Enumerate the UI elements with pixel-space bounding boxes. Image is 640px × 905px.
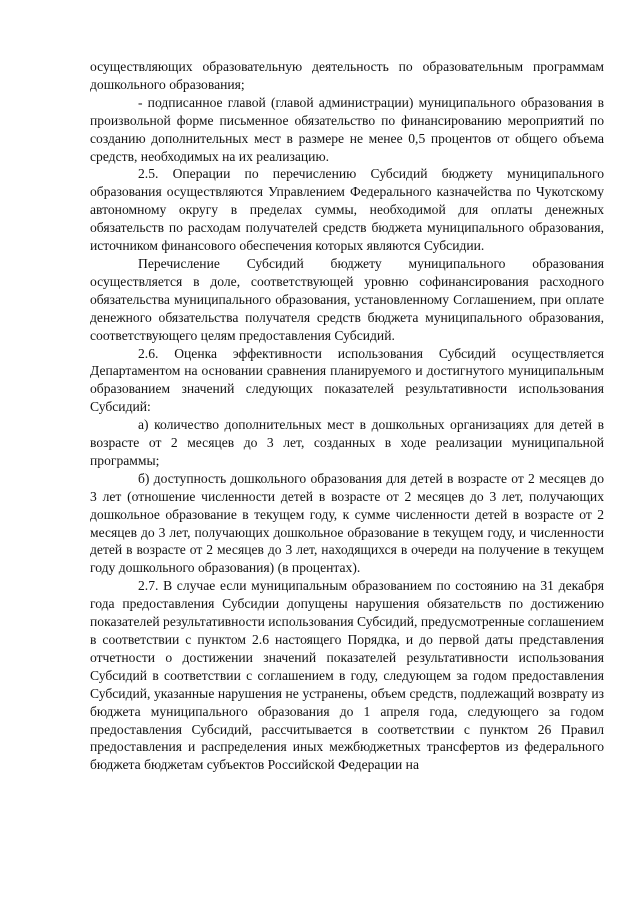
document-page: [90, 58, 604, 774]
paragraph-item-b: б) доступность дошкольного образования для детей в возрасте от 2 месяцев до 3 лет (отношение численности детей в возрасте от 2 месяцев до 3 лет, получающих дошкольное образование в текущем году, к сумме численности детей в возрасте от 2 месяцев до 3 лет, получающих дошкольное образование в текущем году, и численности детей в возрасте от 2 месяцев до 3 лет, находящихся в очереди на получение в текущем году дошкольного образования) (в процентах).: [90, 470, 604, 576]
paragraph-2-5: 2.5. Операции по перечислению Субсидий бюджету муниципального образования осуществляются Управлением Федерального казначейства по Чукотскому автономному округу в пределах суммы, необходимой для оплаты денежных обязательств по расходам получателей средств бюджета муниципального образования, источником финансового обеспечения которых являются Субсидии.: [90, 166, 604, 254]
paragraph-transfer: Перечисление Субсидий бюджету муниципального образования осуществляется в доле, соответствующей уровню софинансирования расходного обязательства муниципального образования, установленному Соглашением, при оплате денежного обязательства получателя средств бюджета муниципального образования, соответствующего целям предоставления Субсидий.: [90, 255, 604, 343]
paragraph-item-a: а) количество дополнительных мест в дошкольных организациях для детей в возрасте от 2 месяцев до 3 лет, созданных в ходе реализации муниципальной программы;: [90, 417, 604, 468]
paragraph-2-7: 2.7. В случае если муниципальным образованием по состоянию на 31 декабря года предоставления Субсидии допущены нарушения обязательств по достижению показателей результативности использования Субсидий, предусмотренные соглашением в соответствии с пунктом 2.6 настоящего Порядка, и до первой даты представления отчетности о достижении значений показателей результативности использования Субсидий в соответствии с соглашением в году, следующем за годом предоставления Субсидий, указанные нарушения не устранены, объем средств, подлежащий возврату из бюджета муниципального образования до 1 апреля года, следующего за годом предоставления Субсидий, рассчитывается в соответствии с пунктом 26 Правил предоставления и распределения иных межбюджетных трансфертов из федерального бюджета бюджетам субъектов Российской Федерации на: [90, 578, 604, 773]
paragraph-obligation-item: - подписанное главой (главой администрации) муниципального образования в произвольной форме письменное обязательство по финансированию мероприятий по созданию дополнительных мест в размере не менее 0,5 процентов от общего объема средств, необходимых на их реализацию.: [90, 94, 604, 164]
paragraph-continuation: осуществляющих образовательную деятельность по образовательным программам дошкольного образования;: [90, 59, 604, 92]
paragraph-2-6: 2.6. Оценка эффективности использования Субсидий осуществляется Департаментом на основании сравнения планируемого и достигнутого муниципальным образованием значений следующих показателей результативности использования Субсидий:: [90, 345, 604, 415]
